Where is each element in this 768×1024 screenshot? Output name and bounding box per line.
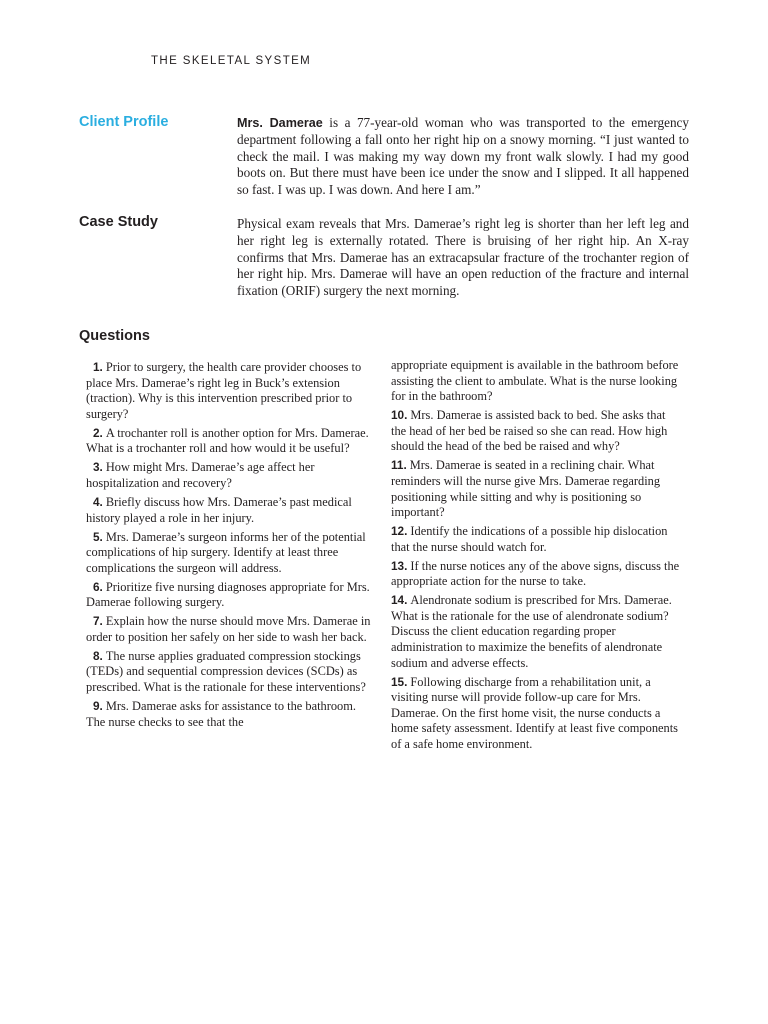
questions-column-left xyxy=(86,360,373,734)
question-item xyxy=(86,699,373,730)
case-study-text: Physical exam reveals that Mrs. Damerae’s right leg is shorter than her left leg and her right leg is externally rotated. There is bruising of her right hip. An X-ray confirms that Mrs. Damerae has an extracapsular fracture of the trochanter region of her right hip. Mrs. Damerae will have an open reduction of the fracture and internal fixation (ORIF) surgery the next morning. xyxy=(237,216,689,299)
question-number: 6. xyxy=(93,579,103,594)
question-item xyxy=(391,593,681,671)
question-number: 13. xyxy=(391,558,408,573)
question-continuation: appropriate equipment is available in the bathroom before assisting the client to ambulate. What is the nurse looking for in the bathroom? xyxy=(391,358,679,404)
question-text: The nurse applies graduated compression stockings (TEDs) and sequential compression devices (SCDs) as prescribed. What is the rationale for these interventions? xyxy=(86,648,366,695)
question-item xyxy=(86,426,373,457)
question-item xyxy=(86,530,373,577)
question-number: 11. xyxy=(391,458,407,473)
question-text: Prior to surgery, the health care provider chooses to place Mrs. Damerae’s right leg in Buck’s extension (traction). Why is this intervention prescribed prior to surgery? xyxy=(86,360,362,421)
question-item xyxy=(391,675,681,753)
question-text: Briefly discuss how Mrs. Damerae’s past medical history played a role in her injury. xyxy=(86,494,352,525)
question-item xyxy=(86,495,373,526)
question-item xyxy=(391,524,681,555)
question-text: Identify the indications of a possible hip dislocation that the nurse should watch for. xyxy=(391,524,668,554)
question-item xyxy=(86,580,373,611)
question-number: 12. xyxy=(391,524,408,539)
running-head: THE SKELETAL SYSTEM xyxy=(151,55,312,67)
question-number: 1. xyxy=(93,360,103,374)
question-text: Explain how the nurse should move Mrs. Damerae in order to position her safely on her side to wash her back. xyxy=(86,614,371,644)
question-text: Mrs. Damerae is seated in a reclining chair. What reminders will the nurse give Mrs. Damerae regarding positioning while sitting and why is positioning so important? xyxy=(391,458,661,520)
question-item xyxy=(86,614,373,645)
question-text: Mrs. Damerae asks for assistance to the bathroom. The nurse checks to see that the xyxy=(86,699,356,729)
question-number: 2. xyxy=(93,425,103,440)
question-number: 8. xyxy=(93,648,103,663)
question-text: Prioritize five nursing diagnoses appropriate for Mrs. Damerae following surgery. xyxy=(86,579,370,610)
client-name: Mrs. Damerae xyxy=(237,116,323,130)
question-text: How might Mrs. Damerae’s age affect her hospitalization and recovery? xyxy=(86,460,315,490)
question-number: 5. xyxy=(93,529,103,544)
question-text: Mrs. Damerae’s surgeon informs her of the potential complications of hip surgery. Identify at least three complications the surgeon will address. xyxy=(86,529,366,575)
question-item xyxy=(86,460,373,491)
question-number: 9. xyxy=(93,699,103,713)
question-text: Following discharge from a rehabilitation unit, a visiting nurse will provide follow-up care for Mrs. Damerae. On the first home visit, the nurse conducts a home safety assessment. Identify at least five components of a safe home environment. xyxy=(391,674,678,751)
question-item xyxy=(86,649,373,696)
question-item xyxy=(391,408,681,455)
question-item xyxy=(391,559,681,590)
client-profile-text xyxy=(237,115,689,199)
question-number: 4. xyxy=(93,494,103,509)
question-item xyxy=(86,360,373,422)
question-number: 14. xyxy=(391,593,408,608)
question-number: 15. xyxy=(391,674,408,689)
question-item xyxy=(391,458,681,520)
question-text: Mrs. Damerae is assisted back to bed. She asks that the head of her bed be raised so she can read. How high should the head of the bed be raised and why? xyxy=(391,408,668,454)
question-text: If the nurse notices any of the above signs, discuss the appropriate action for the nurse to take. xyxy=(391,558,680,589)
question-number: 10. xyxy=(391,408,408,423)
question-text: A trochanter roll is another option for Mrs. Damerae. What is a trochanter roll and how would it be useful? xyxy=(86,425,369,456)
question-number: 7. xyxy=(93,614,103,629)
questions-heading: Questions xyxy=(79,328,150,344)
question-number: 3. xyxy=(93,460,103,475)
client-profile-body: is a 77-year-old woman who was transported to the emergency department following a fall onto her right hip on a snowy morning. “I just wanted to check the mail. I was making my way down my front walk slowly. I had my good boots on. But there must have been ice under the snow and I slipped. It all happened so fast. I was up. I was down. And here I am.” xyxy=(237,115,689,198)
case-study-heading: Case Study xyxy=(79,214,158,230)
client-profile-heading: Client Profile xyxy=(79,114,169,130)
question-text: Alendronate sodium is prescribed for Mrs. Damerae. What is the rationale for the use of alendronate sodium? Discuss the client education regarding proper administration to maximize the benefits of alendronate sodium and adverse effects. xyxy=(391,593,672,670)
questions-column-right xyxy=(391,358,681,756)
